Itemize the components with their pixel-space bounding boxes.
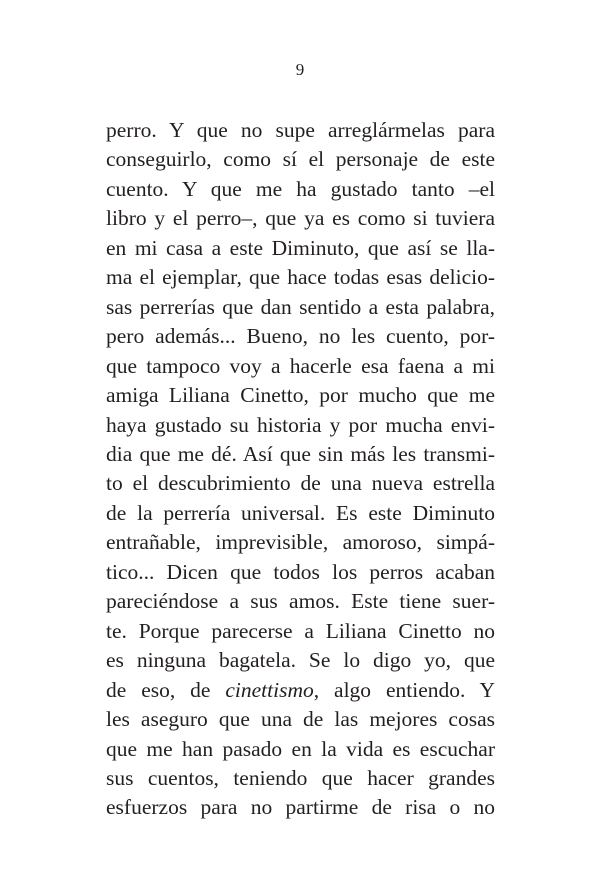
text-line: sas perrerías que dan sentido a esta palabra,	[106, 294, 495, 319]
text-line: de la perrería universal. Es este Diminuto	[106, 500, 495, 525]
text-line: conseguirlo, como sí el personaje de este	[106, 147, 495, 172]
text-line: pero además... Bueno, no les cuento, por-	[106, 324, 495, 349]
text-line: haya gustado su historia y por mucha envi-	[106, 412, 495, 437]
text-line: en mi casa a este Diminuto, que así se lla-	[106, 235, 495, 260]
text-segment: de eso, de	[106, 677, 226, 702]
body-text	[106, 116, 495, 823]
text-line: dia que me dé. Así que sin más les transmi-	[106, 441, 495, 466]
text-line: esfuerzos para no partirme de risa o no	[106, 795, 495, 820]
text-segment: , algo entiendo. Y	[313, 677, 495, 702]
text-line: tico... Dicen que todos los perros acaban	[106, 559, 495, 584]
text-line: les aseguro que una de las mejores cosas	[106, 707, 495, 732]
page-number: 9	[295, 60, 305, 79]
text-line: libro y el perro–, que ya es como si tuviera	[106, 206, 495, 231]
text-line: que tampoco voy a hacerle esa faena a mi	[106, 353, 495, 378]
text-line: sus cuentos, teniendo que hacer grandes	[106, 765, 495, 790]
text-line: te. Porque parecerse a Liliana Cinetto no	[106, 618, 495, 643]
text-line: to el descubrimiento de una nueva estrella	[106, 471, 495, 496]
text-line: perro. Y que no supe arreglármelas para	[106, 118, 495, 142]
italic-term: cinettismo	[225, 677, 314, 702]
text-line	[106, 676, 495, 705]
text-line: pareciéndose a sus amos. Este tiene suer-	[106, 589, 495, 614]
text-line: amiga Liliana Cinetto, por mucho que me	[106, 383, 495, 408]
text-line: entrañable, imprevisible, amoroso, simpá-	[106, 530, 495, 555]
text-line: cuento. Y que me ha gustado tanto –el	[106, 176, 495, 201]
text-line: ma el ejemplar, que hace todas esas delicio-	[106, 265, 495, 290]
text-line: que me han pasado en la vida es escuchar	[106, 736, 495, 761]
text-line: es ninguna bagatela. Se lo digo yo, que	[106, 648, 495, 673]
